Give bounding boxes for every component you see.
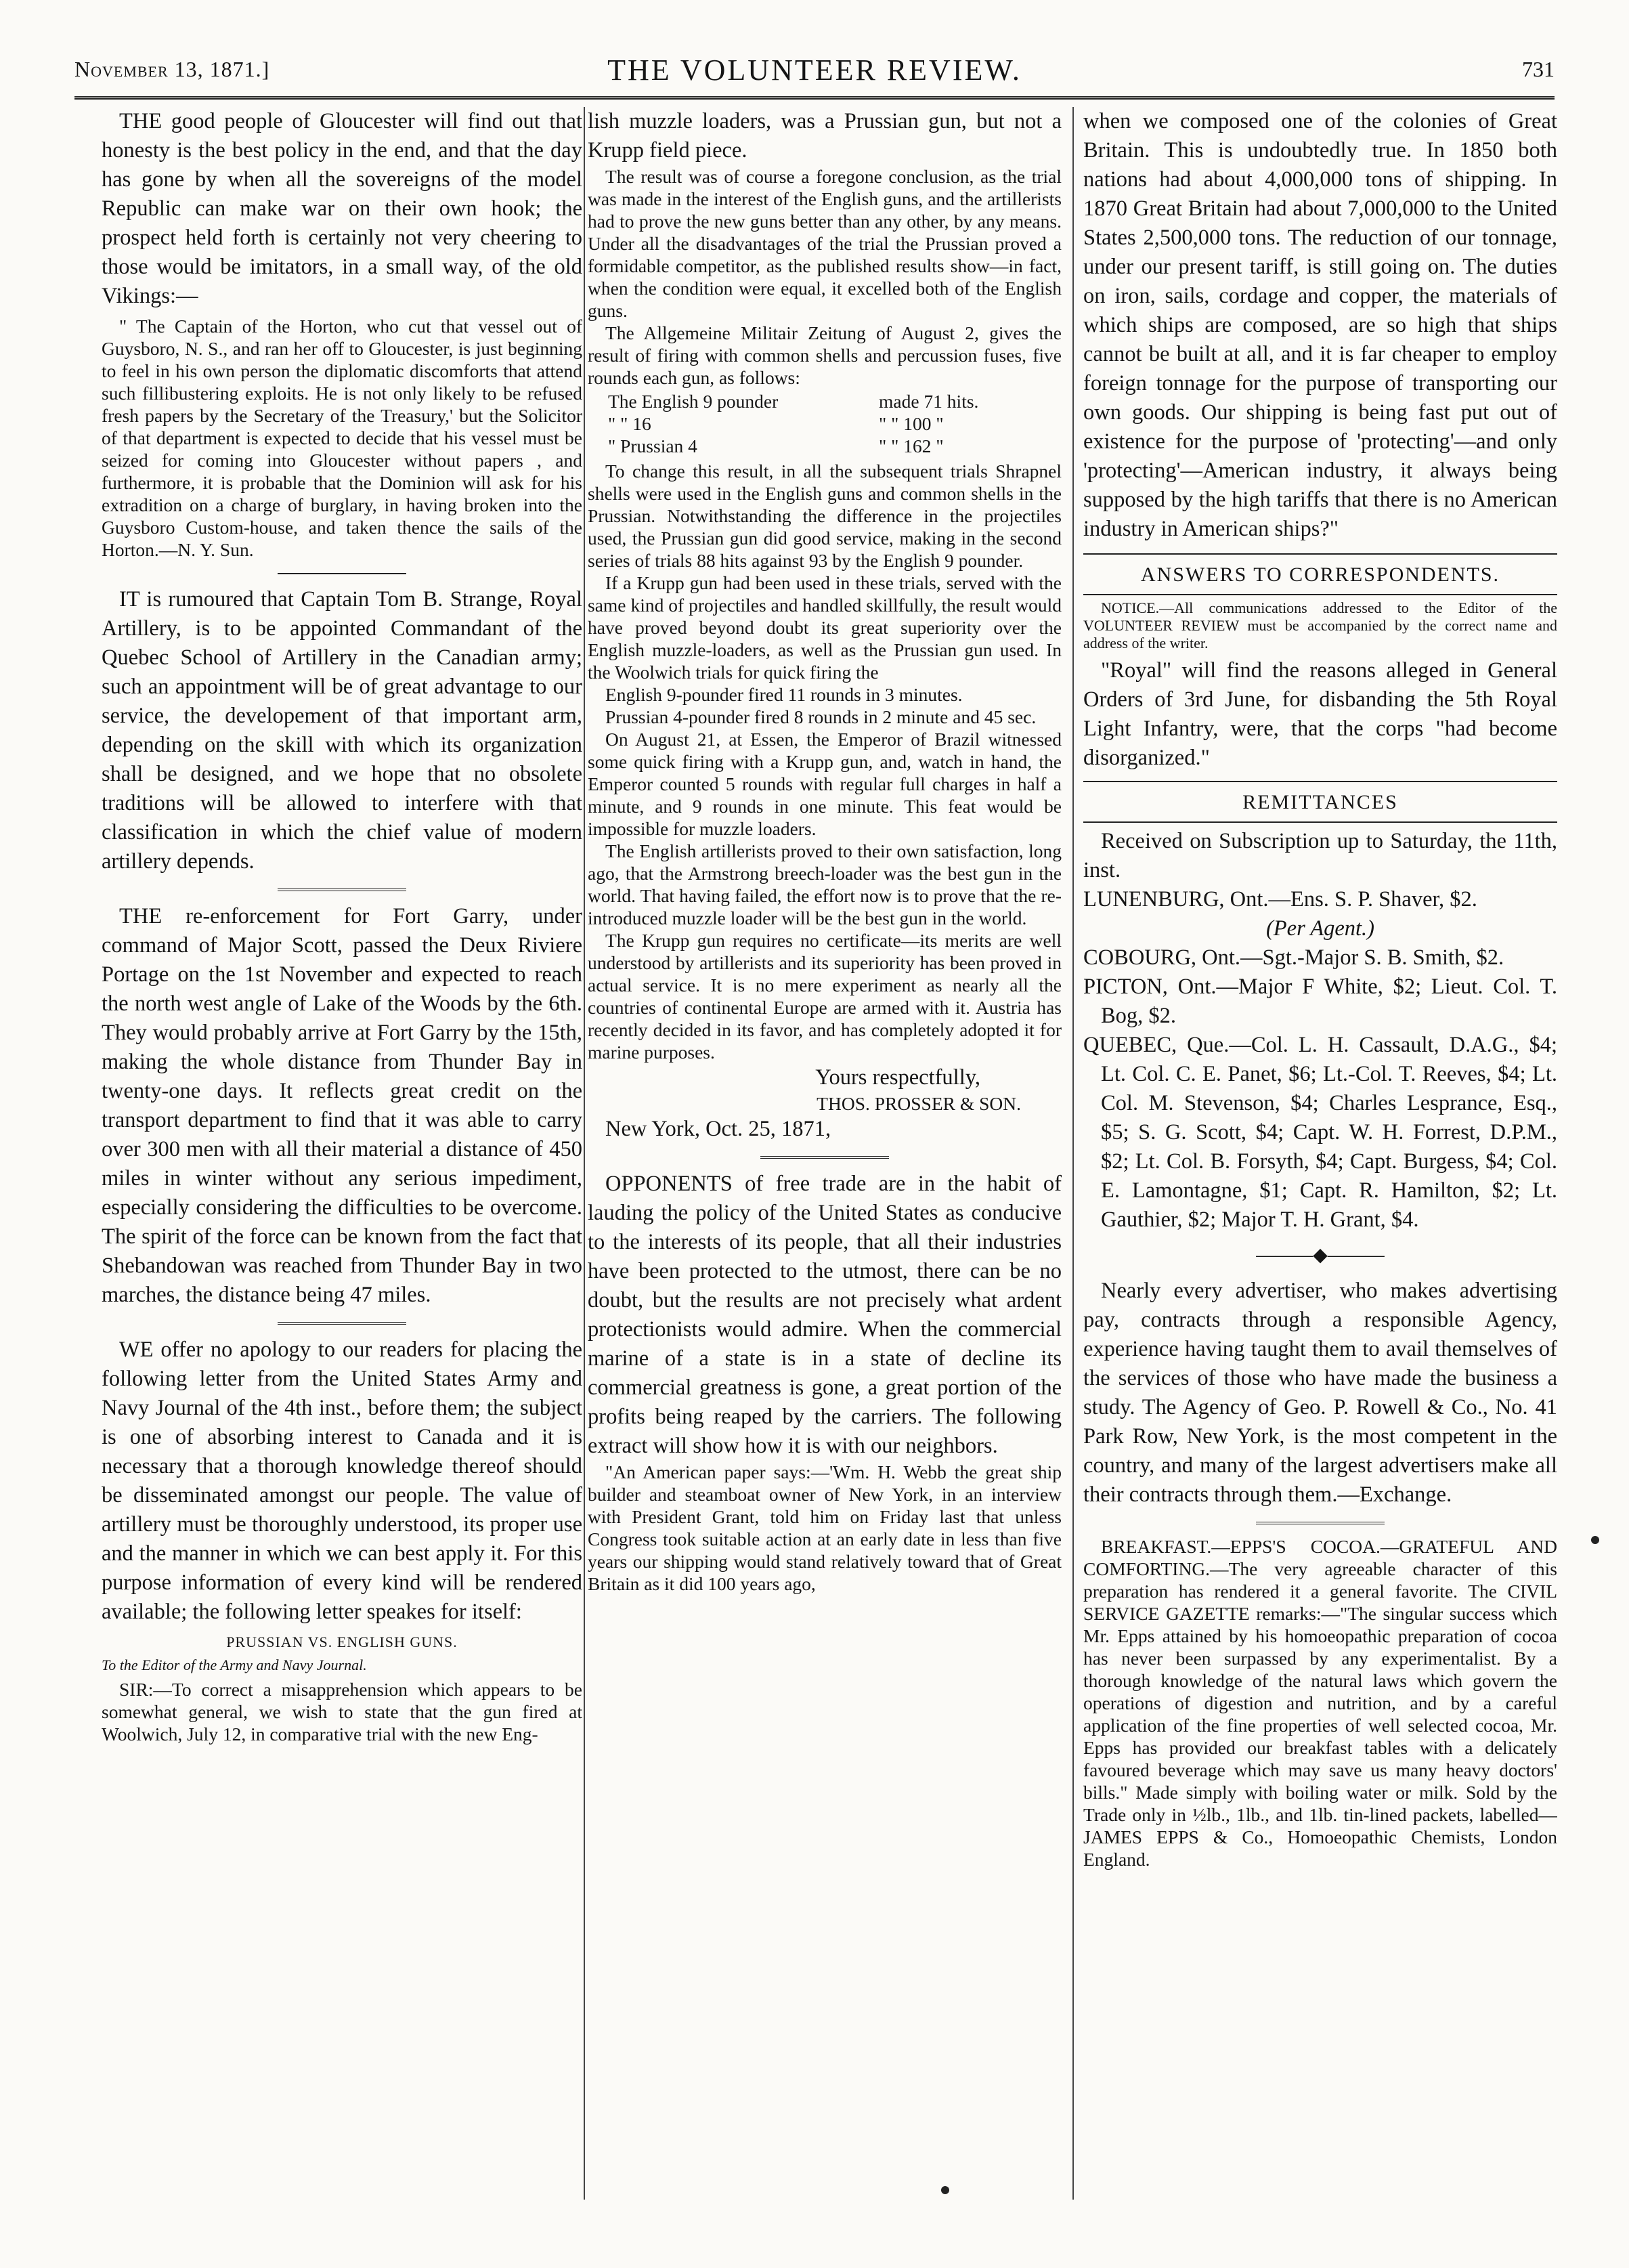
remittances-intro: Received on Subscription up to Saturday, the 11th, inst. <box>1083 829 1557 882</box>
letter-paragraph: If a Krupp gun had been used in these trials, served with the same kind of projectiles and handled skillfully, the result would have proved beyond doubt its great superiority over the English muzzle-loaders, as well as the Prussian gun used. In the Woolwich trials for quick firing the <box>588 572 1062 683</box>
section-rule <box>1083 781 1557 782</box>
issue-date: November 13, 1871.] <box>74 57 270 81</box>
letter-signoff: Yours respectfully, <box>815 1065 980 1090</box>
letter-opening: SIR:—To correct a misapprehension which appears to be somewhat general, we wish to state that the gun fired at Woolwich, July 12, in comparative trial with the new Eng- <box>102 1679 582 1745</box>
answers-heading: ANSWERS TO CORRESPONDENTS. <box>1140 563 1500 586</box>
column-3 <box>1083 107 1557 2193</box>
webb-quote-continuation: when we composed one of the colonies of Great Britain. This is undoubtedly true. In 1850 both nations had about 4,000,000 tons of shipping. In 1870 Great Britain had about 7,000,000 to the United States 2,500,000 tons. The reduction of our tonnage, under our present tariff, is still going on. The duties on iron, sails, cordage and copper, the materials of which ships are composed, are so high that ships cannot be built at all, and it is far cheaper to employ foreign tonnage for the purpose of transporting our own goods. Our shipping is being fast put out of existence for the purpose of 'protecting'—and only 'protecting'—American industry, it always being supposed by the high tariffs that there is no American industry in American ships?" <box>1083 109 1557 541</box>
epps-cocoa-advert: BREAKFAST.—EPPS'S COCOA.—GRATEFUL AND COMFORTING.—The very agreeable character of this preparation has rendered it a general favorite. The CIVIL SERVICE GAZETTE remarks:—"The singular success which Mr. Epps attained by his homoeopathic preparation of cocoa has never been surpassed by any experimentalist. By a thorough knowledge of the natural laws which govern the operations of digestion and nutrition, and by a careful application of the fine properties of well selected cocoa, Mr. Epps has provided our breakfast tables with a delicately favoured beverage which may save us many heavy doctors' bills." Made simply with boiling water or milk. Sold by the Trade only in ½lb., 1lb., and 1lb. tin-lined packets, labelled—JAMES EPPS & Co., Homoeopathic Chemists, London England. <box>1083 1536 1557 1870</box>
masthead <box>74 53 1555 93</box>
remittance-entry: LUNENBURG, Ont.—Ens. S. P. Shaver, $2. <box>1083 887 1477 912</box>
remittance-entry: COBOURG, Ont.—Sgt.-Major S. B. Smith, $2. <box>1083 945 1504 970</box>
letter-paragraph: The result was of course a foregone conclusion, as the trial was made in the interest of the English guns, and the artillerists had to prove the new guns better than any other, by any means. Under all the disadvantages of the trial the Prussian proved a formidable competitor, as the published results show—in fact, when the condition were equal, it excelled both of the English guns. <box>588 166 1062 321</box>
section-rule <box>1083 553 1557 555</box>
hits-row: " " 16 " " 100 " <box>608 413 944 434</box>
letter-paragraph: The English artillerists proved to their own satisfaction, long ago, that the Armstrong breech-loader was the best gun in the world. That having failed, the effort now is to prove that the re-introduced muzzle loader will be the best gun in the world. <box>588 840 1062 928</box>
horton-quote: " The Captain of the Horton, who cut that vessel out of Guysboro, N. S., and ran her off to Gloucester, is just beginning to feel in his own person the diplomatic discomforts that attend such fillibustering exploits. He is not only likely to be refused fresh papers by the Secretary of the Treasury,' but the Solicitor of that department is expected to decide that his vessel must be seized for coming into Gloucester without papers , and furthermore, it is probable that the Dominion will ask for his extradition on a charge of burglary, in having broken into the Guysboro Custom-house, and taken thence the sails of the Horton.—N. Y. Sun. <box>102 316 582 560</box>
letter-paragraph: The Krupp gun requires no certificate—its merits are well understood by artillerists and its superiority has been proved in actual service. It is no mere experiment as nearly all the countries of continental Europe are armed with it. Austria has recently decided in its favor, and has completely adopted it for marine purposes. <box>588 930 1062 1063</box>
letter-paragraph: To change this result, in all the subsequent trials Shrapnel shells were used in the English guns and common shells in the Prussian. Notwithstanding the difference in the projectiles used, the Prussian gun did good service, making in the second series of trials 88 hits against 93 by the English 9 pounder. <box>588 461 1062 571</box>
letter-paragraph: English 9-pounder fired 11 rounds in 3 minutes. <box>605 684 963 705</box>
column-divider-1 <box>584 107 585 2200</box>
article-separator <box>1256 1522 1385 1524</box>
page-number: 731 <box>1522 57 1555 81</box>
article-separator <box>278 1322 406 1325</box>
strange-appointment-article: IT is rumoured that Captain Tom B. Strange, Royal Artillery, is to be appointed Commandant of the Quebec School of Artillery in the Canadian army; such an appointment will be of great advantage to our service, the developement of that important arm, depending on the skill with which its organization shall be designed, and we hope that no obsolete traditions will be allowed to interfere with that classification in which the chief value of modern artillery depends. <box>102 587 582 874</box>
scan-speck <box>941 2186 949 2194</box>
column-1 <box>102 107 582 2193</box>
newspaper-title: THE VOLUNTEER REVIEW. <box>607 54 1022 87</box>
letter-paragraph: On August 21, at Essen, the Emperor of Brazil witnessed some quick firing with a Krupp gun, and, watch in hand, the Emperor counted 5 rounds with regular full charges in half a minute, and 9 rounds in one minute. This feat would be impossible for muzzle loaders. <box>588 729 1062 839</box>
article-separator <box>760 1156 889 1159</box>
letter-paragraph: The Allgemeine Militair Zeitung of August 2, gives the result of firing with common shells and percussion fuses, five rounds each gun, as follows: <box>588 322 1062 388</box>
hits-table <box>588 390 1062 457</box>
column-divider-2 <box>1072 107 1074 2200</box>
hits-row: The English 9 pounder made 71 hits. <box>608 391 979 412</box>
letter-paragraph: Prussian 4-pounder fired 8 rounds in 2 minute and 45 sec. <box>605 706 1037 727</box>
advertising-notice: Nearly every advertiser, who makes advertising pay, contracts through a responsible Agency, experience having taught them to avail themselves of the services of those who have made the business a study. The Agency of Geo. P. Rowell & Co., No. 41 Park Row, New York, is the most competent in the country, and many of the largest advertisers make all their contracts through them.—Exchange. <box>1083 1279 1557 1507</box>
section-rule <box>1083 594 1557 595</box>
free-trade-article: OPPONENTS of free trade are in the habit of lauding the policy of the United States as conducive to the interests of its people, that all their industries have been protected to the utmost, there can be no doubt, but the results are not precisely what ardent protectionists would admire. When the commercial marine of a state is in a state of decline its commercial greatness is gone, a great portion of the profits being reaped by the carriers. The following extract will show how it is with our neighbors. <box>588 1172 1062 1458</box>
letter-intro-article: WE offer no apology to our readers for placing the following letter from the United States Army and Navy Journal of the 4th inst., before them; the subject is one of absorbing interest to Canada and it is necessary that a thorough knowledge thereof should be disseminated amongst our people. The value of artillery must be thoroughly understood, its proper use and the manner in which we can best apply it. For this purpose information of every kind will be rendered available; the following letter speakes for itself: <box>102 1338 582 1624</box>
article-separator <box>278 573 406 574</box>
notice-text: NOTICE.—All communications addressed to the Editor of the VOLUNTEER REVIEW must be accompanied by the correct name and address of the writer. <box>1083 599 1557 651</box>
remittances-heading: REMITTANCES <box>1242 791 1398 813</box>
webb-quote: "An American paper says:—'Wm. H. Webb the great ship builder and steamboat owner of New York, in an interview with President Grant, told him on Friday last that unless Congress took suitable action at an early date in less than five years our shipping would stand relatively toward that of Great Britain as it did 100 years ago, <box>588 1461 1062 1594</box>
remittance-agent: (Per Agent.) <box>1265 916 1375 941</box>
gloucester-article: THE good people of Gloucester will find out that honesty is the best policy in the end, and that the day has gone by when all the sovereigns of the model Republic can make war on their own hook; the prospect held forth is certainly not very cheering to those would be imitators, in a small way, of the old Vikings:— <box>102 109 582 308</box>
letter-signature: THOS. PROSSER & SON. <box>817 1093 1021 1114</box>
remittance-entry: PICTON, Ont.—Major F White, $2; Lieut. Col. T. Bog, $2. <box>1083 975 1557 1028</box>
letter-dateline: New York, Oct. 25, 1871, <box>605 1117 831 1141</box>
ornament-divider: ———◆——— <box>1256 1245 1385 1266</box>
section-rule <box>1083 821 1557 823</box>
fort-garry-article: THE re-enforcement for Fort Garry, under command of Major Scott, passed the Deux Riviere Portage on the 1st November and expected to reach the north west angle of Lake of the Woods by the 6th. They would probably arrive at Fort Garry by the 15th, making the whole distance from Thunder Bay in twenty-one days. It reflects great credit on the transport department to find that it was able to carry over 300 men with all their material a distance of 450 miles in winter without any serious impediment, especially considering the difficulties to be overcome. The spirit of the force can be known from the fact that Shebandowan was reached from Thunder Bay in two marches, the distance being 47 miles. <box>102 904 582 1307</box>
article-separator <box>278 889 406 891</box>
hits-row: " Prussian 4 " " 162 " <box>608 435 944 456</box>
letter-continuation: lish muzzle loaders, was a Prussian gun, but not a Krupp field piece. <box>588 109 1062 163</box>
letter-addressee: To the Editor of the Army and Navy Journal. <box>102 1656 367 1673</box>
remittance-entry: QUEBEC, Que.—Col. L. H. Cassault, D.A.G., $4; Lt. Col. C. E. Panet, $6; Lt.-Col. T. Reeves, $4; Lt. Col. M. Stevenson, $4; Charles Lesprance, Esq., $5; S. G. Scott, $4; Capt. W. H. Forrest, D.P.M., $2; Lt. Col. B. Forsyth, $4; Capt. Burgess, $4; Col. E. Lamontagne, $1; Capt. R. Hamilton, $2; Lt. Gauthier, $2; Major T. H. Grant, $4. <box>1083 1033 1557 1232</box>
masthead-rule <box>74 96 1555 100</box>
scan-speck <box>1591 1536 1599 1544</box>
letter-heading: PRUSSIAN VS. ENGLISH GUNS. <box>226 1633 458 1650</box>
royal-answer: "Royal" will find the reasons alleged in General Orders of 3rd June, for disbanding the 5th Royal Light Infantry, were, that the corps "had become disorganized." <box>1083 658 1557 770</box>
column-2 <box>588 107 1062 2193</box>
